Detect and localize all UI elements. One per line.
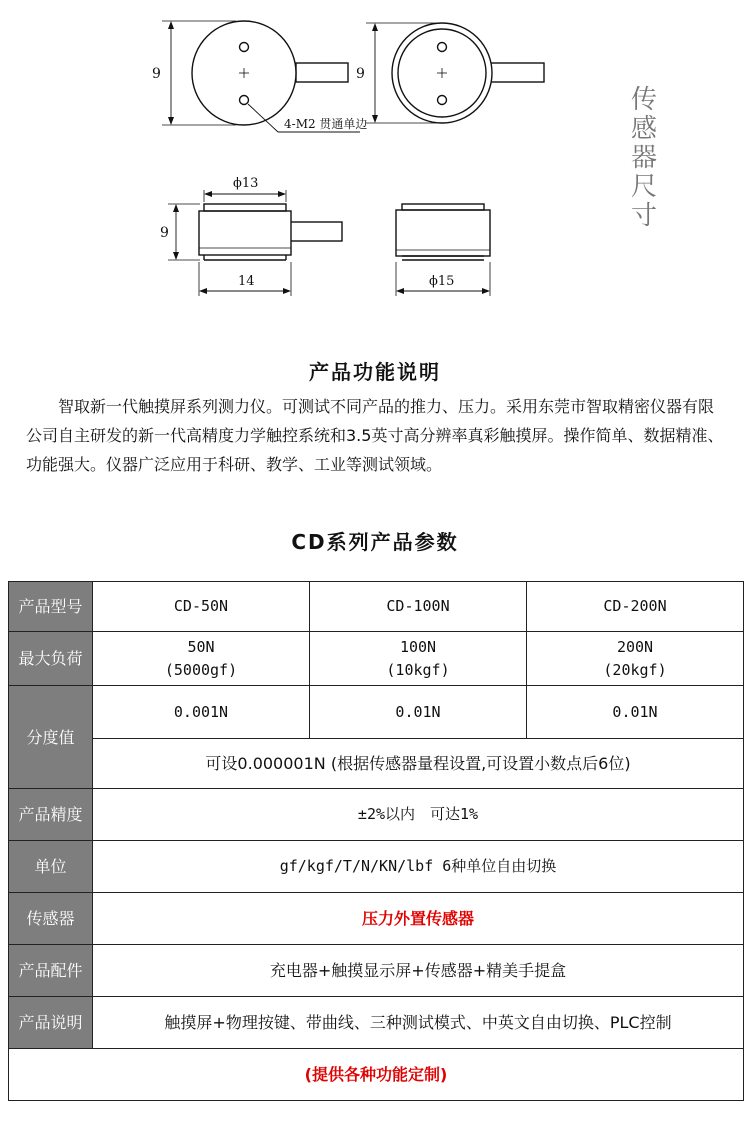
sensor-value: 压力外置传感器: [93, 893, 744, 945]
max-load-cell: [93, 632, 310, 686]
row-label-max-load: 最大负荷: [9, 632, 93, 686]
features-paragraph: 智取新一代触摸屏系列测力仪。可测试不同产品的推力、压力。采用东莞市智取精密仪器有限公司自主研发的新一代高精度力学触控系统和3.5英寸高分辨率真彩触摸屏。操作简单、数据精准、功能强大。仪器广泛应用于科研、教学、工业等测试领域。: [26, 397, 724, 474]
unit-value: gf/kgf/T/N/KN/lbf 6种单位自由切换: [93, 841, 744, 893]
top-view-right: [366, 23, 544, 123]
table-row: [9, 893, 744, 945]
top-view-left: [162, 21, 360, 132]
table-row: [9, 841, 744, 893]
row-label-accessories: 产品配件: [9, 945, 93, 997]
dim-label-diameter-13: ϕ13: [233, 176, 259, 191]
table-row: [9, 739, 744, 789]
row-label-description: 产品说明: [9, 997, 93, 1049]
table-row: [9, 632, 744, 686]
table-row: [9, 1049, 744, 1101]
max-load-force: 100N: [399, 637, 437, 656]
dim-label-9-top-right: 9: [356, 66, 365, 82]
sensor-dimension-title: 传感器尺寸: [630, 85, 657, 231]
row-label-sensor: 传感器: [9, 893, 93, 945]
max-load-force: 50N: [187, 637, 215, 656]
max-load-gf: (5000gf): [164, 660, 238, 679]
spec-table: [8, 581, 744, 1101]
dim-label-diameter-15: ϕ15: [429, 274, 455, 289]
table-row: [9, 582, 744, 632]
dim-label-9-top-left: 9: [152, 66, 161, 82]
table-row: [9, 945, 744, 997]
dim-label-14: 14: [238, 274, 255, 289]
side-view-left: [168, 190, 342, 296]
dim-label-9-side: 9: [160, 225, 169, 241]
thread-note-label: 4-M2 贯通单边: [284, 117, 368, 131]
features-title: 产品功能说明: [309, 360, 441, 384]
table-row: [9, 997, 744, 1049]
resolution-value: 0.01N: [310, 686, 527, 739]
row-label-resolution: 分度值: [9, 686, 93, 789]
table-row: [9, 789, 744, 841]
max-load-gf: (10kgf): [386, 660, 450, 679]
model-value: CD-50N: [93, 582, 310, 632]
max-load-gf: (20kgf): [603, 660, 667, 679]
max-load-force: 200N: [616, 637, 654, 656]
model-value: CD-100N: [310, 582, 527, 632]
accessories-value: 充电器+触摸显示屏+传感器+精美手提盒: [93, 945, 744, 997]
resolution-value: 0.001N: [93, 686, 310, 739]
max-load-cell: [527, 632, 744, 686]
specs-title: CD系列产品参数: [291, 530, 459, 554]
model-value: CD-200N: [527, 582, 744, 632]
accuracy-value: ±2%以内 可达1%: [93, 789, 744, 841]
table-row: [9, 686, 744, 739]
row-label-unit: 单位: [9, 841, 93, 893]
row-label-model: 产品型号: [9, 582, 93, 632]
resolution-note: 可设0.000001N (根据传感器量程设置,可设置小数点后6位): [93, 739, 744, 789]
description-value: 触摸屏+物理按键、带曲线、三种测试模式、中英文自由切换、PLC控制: [93, 997, 744, 1049]
row-label-accuracy: 产品精度: [9, 789, 93, 841]
resolution-value: 0.01N: [527, 686, 744, 739]
custom-note: (提供各种功能定制): [9, 1049, 744, 1101]
max-load-cell: [310, 632, 527, 686]
